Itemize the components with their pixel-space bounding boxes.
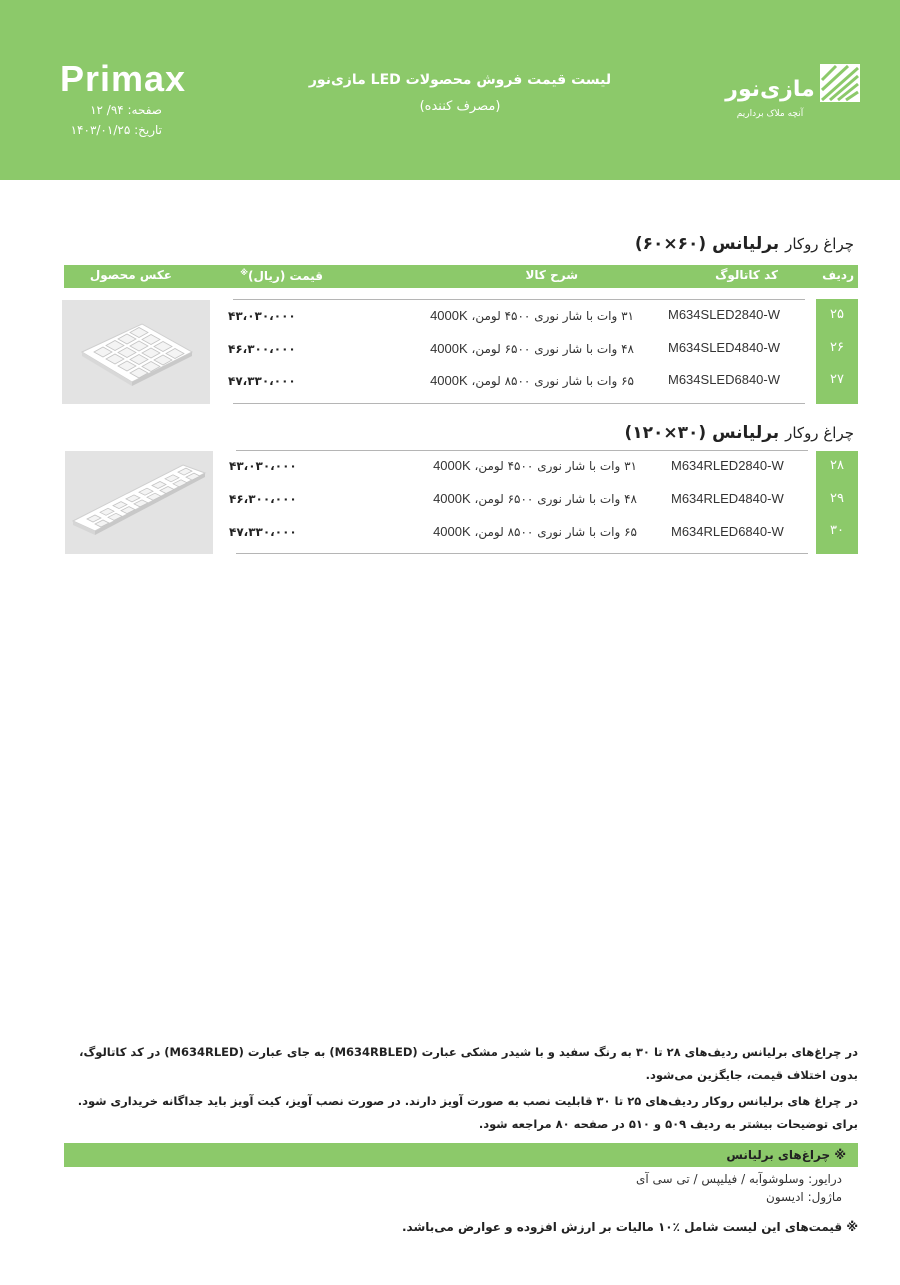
row-number: ۳۰ — [830, 523, 844, 538]
catalog-code: M634SLED4840-W — [668, 340, 780, 355]
section-title — [635, 234, 854, 254]
page-info — [62, 100, 162, 140]
page-number: صفحه: ۹۴/ ۱۲ — [90, 103, 162, 117]
column-row-number: ردیف — [822, 268, 854, 282]
price-value: ۴۳،۰۳۰،۰۰۰ — [228, 309, 296, 323]
document-subtitle: (مصرف کننده) — [419, 99, 501, 114]
logo-tagline: آنچه ملاک برداریم — [736, 109, 804, 119]
document-title: لیست قیمت فروش محصولات LED مازی‌نور — [308, 72, 612, 88]
product-image-panel-60x60 — [62, 300, 210, 404]
product-image-panel-30x120 — [65, 451, 213, 554]
price-value: ۴۶،۳۰۰،۰۰۰ — [228, 342, 296, 356]
catalog-code: M634RLED6840-W — [671, 524, 784, 539]
catalog-code: M634RLED4840-W — [671, 491, 784, 506]
product-description: ۶۵ وات با شار نوری ۸۵۰۰ لومن، 4000K — [430, 373, 634, 388]
section-title-bold: برلیانس (۳۰×۱۲۰) — [624, 423, 780, 443]
table-top-rule — [233, 299, 805, 300]
price-value: ۴۷،۳۳۰،۰۰۰ — [229, 525, 297, 539]
note-paragraph: در چراغ های برلیانس روکار ردیف‌های ۲۵ تا ۳۰ قابلیت نصب به صورت آویز دارند. در صورت نصب آویز، کیت آویز باید جداگانه خریداری شود. برای توضیحات بیشتر به ردیف ۵۰۹ و ۵۱۰ در صفحه ۸۰ مراجعه شود. — [77, 1094, 858, 1131]
table-top-rule — [236, 450, 808, 451]
brand-name: Primax — [60, 58, 187, 99]
driver-info: درایور: وسلوشوآبه / فیلیپس / تی سی آی — [635, 1172, 842, 1186]
logo-mark-icon — [820, 64, 860, 102]
document-title-block — [250, 68, 670, 122]
section-title-light: چراغ روکار — [785, 235, 854, 253]
catalog-code: M634SLED2840-W — [668, 307, 780, 322]
product-description: ۳۱ وات با شار نوری ۴۵۰۰ لومن، 4000K — [433, 458, 637, 473]
note-paragraph: در چراغ‌های برلیانس ردیف‌های ۲۸ تا ۳۰ به رنگ سفید و با شیدر مشکی عبارت (M634RBLED) به جای عبارت (M634RLED) در کد کاتالوگ، بدون اختلاف قیمت، جایگزین می‌شود. — [79, 1045, 858, 1082]
price-footnote-mark: ※ — [240, 268, 249, 277]
panel-light-icon — [62, 300, 210, 404]
section-title-bold: برلیانس (۶۰×۶۰) — [634, 234, 780, 254]
price-value: ۴۳،۰۳۰،۰۰۰ — [229, 459, 297, 473]
row-number: ۲۶ — [830, 340, 844, 355]
product-description: ۶۵ وات با شار نوری ۸۵۰۰ لومن، 4000K — [433, 524, 637, 539]
section-title-light: چراغ روکار — [785, 424, 854, 442]
table-bottom-rule — [236, 553, 808, 554]
row-number-column — [816, 451, 858, 554]
linear-panel-light-icon — [65, 451, 213, 554]
column-product-image: عکس محصول — [89, 268, 172, 282]
column-price: قیمت (ریال)※ — [240, 268, 323, 283]
section-title — [624, 423, 854, 443]
product-description: ۴۸ وات با شار نوری ۶۵۰۰ لومن، 4000K — [433, 491, 637, 506]
price-value: ۴۷،۳۳۰،۰۰۰ — [228, 374, 296, 388]
module-info: ماژول: ادیسون — [766, 1190, 842, 1204]
row-number-column — [816, 299, 858, 404]
row-number: ۲۹ — [830, 491, 844, 506]
footnote-heading-bar: ※ چراغ‌های برلیانس — [64, 1143, 858, 1167]
catalog-code: M634SLED6840-W — [668, 372, 780, 387]
table-column-header — [64, 265, 858, 288]
product-description: ۴۸ وات با شار نوری ۶۵۰۰ لومن، 4000K — [430, 341, 634, 356]
document-date: تاریخ: ۱۴۰۳/۰۱/۲۵ — [70, 123, 162, 137]
row-number: ۲۵ — [830, 307, 844, 322]
company-logo — [722, 60, 862, 122]
price-value: ۴۶،۳۰۰،۰۰۰ — [229, 492, 297, 506]
row-number: ۲۷ — [830, 372, 844, 387]
row-number: ۲۸ — [830, 458, 844, 473]
logo-text: مازی‌نور — [725, 77, 815, 102]
table-bottom-rule — [233, 403, 805, 404]
page-header — [0, 0, 900, 180]
column-catalog-code: کد کاتالوگ — [715, 268, 778, 282]
column-description: شرح کالا — [525, 268, 578, 282]
product-description: ۳۱ وات با شار نوری ۴۵۰۰ لومن، 4000K — [430, 308, 634, 323]
catalog-code: M634RLED2840-W — [671, 458, 784, 473]
tax-note: ※ قیمت‌های این لیست شامل ٪۱۰ مالیات بر ارزش افزوده و عوارض می‌باشد. — [401, 1220, 858, 1234]
